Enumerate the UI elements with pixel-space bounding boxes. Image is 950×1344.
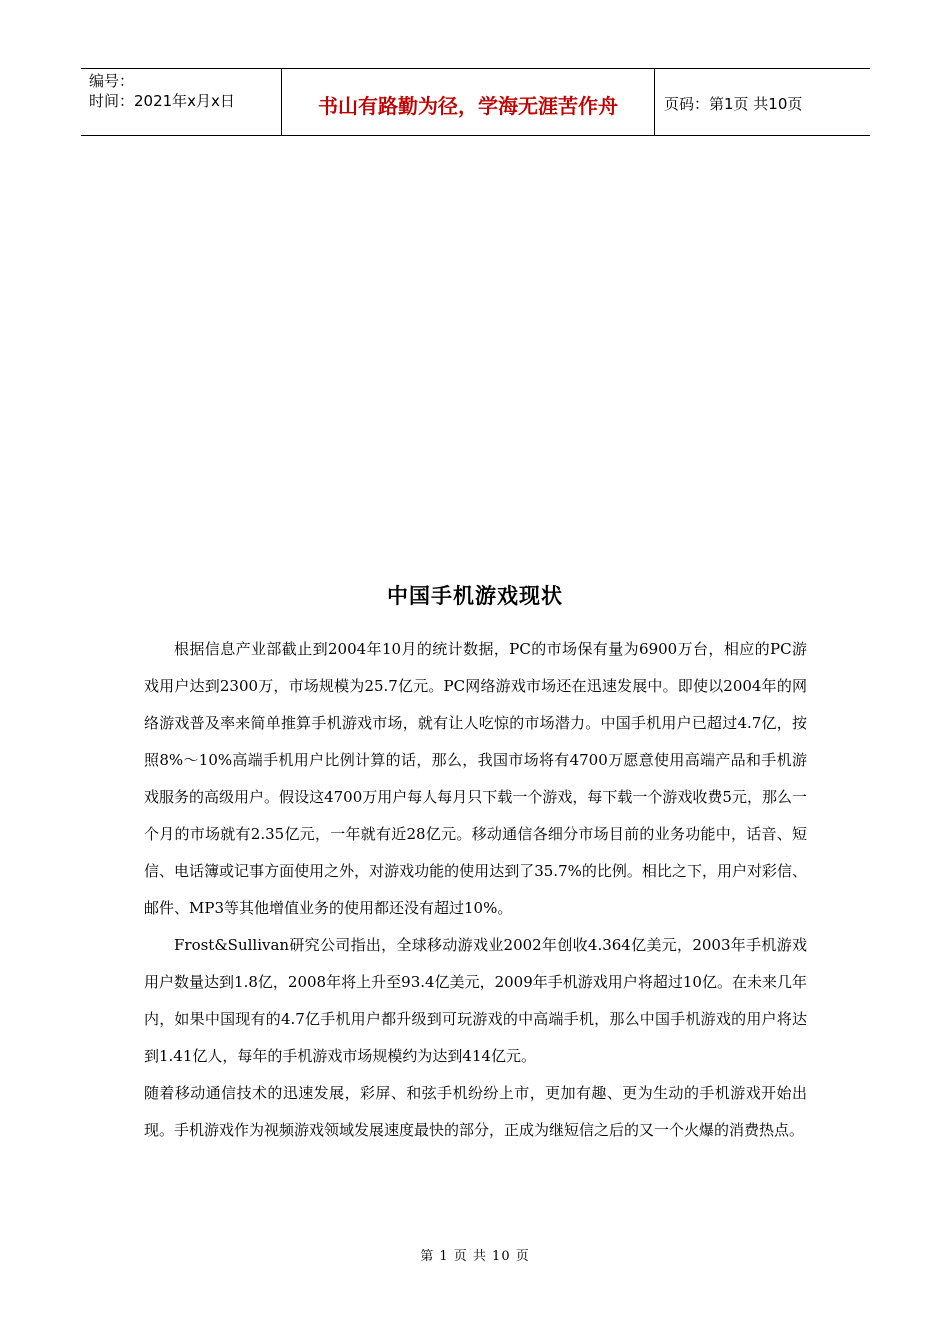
serial-number-label: 编号： [89, 72, 135, 90]
paragraph: Frost&Sullivan研究公司指出，全球移动游戏业2002年创收4.364亿美元，2003年手机游戏用户数量达到1.8亿，2008年将上升至93.4亿美元，2009年手机游戏用户将超过10亿。在未来几年内，如果中国现有的4.7亿手机用户都升级到可玩游戏的中高端手机，那么中国手机游戏的用户将达到1.41亿人，每年的手机游戏市场规模约为达到414亿元。 [144, 936, 807, 1065]
header-meta-cell [81, 69, 282, 135]
time-label: 时间：2021年x月x日 [89, 92, 235, 110]
document-body [144, 631, 807, 1149]
page-header [81, 68, 870, 136]
paragraph: 随着移动通信技术的迅速发展，彩屏、和弦手机纷纷上市，更加有趣、更为生动的手机游戏开始出现。手机游戏作为视频游戏领域发展速度最快的部分，正成为继短信之后的又一个火爆的消费热点。 [144, 1084, 807, 1139]
header-page-info: 页码：第1页 共10页 [664, 94, 803, 113]
header-motto: 书山有路勤为径，学海无涯苦作舟 [282, 69, 655, 135]
page-footer: 第 1 页 共 10 页 [420, 1249, 530, 1264]
document-title: 中国手机游戏现状 [387, 584, 563, 608]
paragraph: 根据信息产业部截止到2004年10月的统计数据，PC的市场保有量为6900万台，相应的PC游戏用户达到2300万，市场规模为25.7亿元。PC网络游戏市场还在迅速发展中。即使以2004年的网络游戏普及率来简单推算手机游戏市场，就有让人吃惊的市场潜力。中国手机用户已超过4.7亿，按照8%～10%高端手机用户比例计算的话，那么，我国市场将有4700万愿意使用高端产品和手机游戏服务的高级用户。假设这4700万用户每人每月只下载一个游戏，每下载一个游戏收费5元，那么一个月的市场就有2.35亿元，一年就有近28亿元。移动通信各细分市场目前的业务功能中，话音、短信、电话簿或记事方面使用之外，对游戏功能的使用达到了35.7%的比例。相比之下，用户对彩信、邮件、MP3等其他增值业务的使用都还没有超过10%。 [144, 640, 807, 917]
